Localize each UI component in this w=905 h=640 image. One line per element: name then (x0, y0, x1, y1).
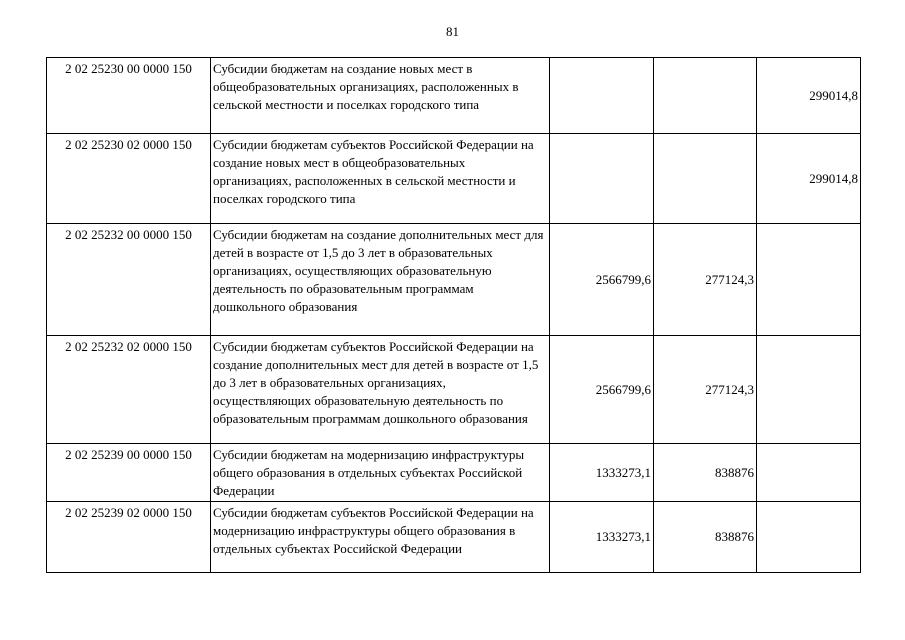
budget-classification-code: 2 02 25239 02 0000 150 (47, 502, 211, 573)
revenue-item-name: Субсидии бюджетам субъектов Российской Федерации на создание новых мест в общеобразовательных организациях, расположенных в сельской местности и поселках городского типа (211, 134, 550, 224)
revenue-item-name: Субсидии бюджетам на создание дополнительных мест для детей в возрасте от 1,5 до 3 лет в образовательных организациях, осуществляющих образовательную деятельность по образовательным программам дошкольного образования (211, 224, 550, 336)
amount-cell-year-2 (654, 58, 757, 134)
amount-cell-year-2: 277124,3 (654, 224, 757, 336)
amount-cell-year-1 (550, 58, 654, 134)
table-row (47, 336, 861, 444)
table-row (47, 134, 861, 224)
amount-cell-year-3 (757, 444, 861, 502)
amount-cell-year-2: 277124,3 (654, 336, 757, 444)
budget-classification-code: 2 02 25230 02 0000 150 (47, 134, 211, 224)
table-row (47, 224, 861, 336)
amount-cell-year-2: 838876 (654, 502, 757, 573)
table-row (47, 502, 861, 573)
budget-classification-code: 2 02 25232 02 0000 150 (47, 336, 211, 444)
revenue-item-name: Субсидии бюджетам субъектов Российской Федерации на модернизацию инфраструктуры общего образования в отдельных субъектах Российской Федерации (211, 502, 550, 573)
table-row (47, 444, 861, 502)
amount-cell-year-1: 2566799,6 (550, 336, 654, 444)
table-row (47, 58, 861, 134)
revenue-item-name: Субсидии бюджетам на создание новых мест в общеобразовательных организациях, расположенных в сельской местности и поселках городского типа (211, 58, 550, 134)
budget-classification-code: 2 02 25239 00 0000 150 (47, 444, 211, 502)
amount-cell-year-3 (757, 502, 861, 573)
budget-classification-code: 2 02 25230 00 0000 150 (47, 58, 211, 134)
revenue-item-name: Субсидии бюджетам субъектов Российской Федерации на создание дополнительных мест для детей в возрасте от 1,5 до 3 лет в образовательных организациях, осуществляющих образовательную деятельность по образовательным программам дошкольного образования (211, 336, 550, 444)
revenue-item-name: Субсидии бюджетам на модернизацию инфраструктуры общего образования в отдельных субъектах Российской Федерации (211, 444, 550, 502)
amount-cell-year-1: 1333273,1 (550, 444, 654, 502)
amount-cell-year-3 (757, 336, 861, 444)
amount-cell-year-1: 1333273,1 (550, 502, 654, 573)
amount-cell-year-2 (654, 134, 757, 224)
budget-revenue-table (46, 57, 861, 573)
amount-cell-year-2: 838876 (654, 444, 757, 502)
amount-cell-year-3: 299014,8 (757, 58, 861, 134)
amount-cell-year-1: 2566799,6 (550, 224, 654, 336)
amount-cell-year-1 (550, 134, 654, 224)
budget-classification-code: 2 02 25232 00 0000 150 (47, 224, 211, 336)
page-number: 81 (446, 24, 459, 39)
amount-cell-year-3: 299014,8 (757, 134, 861, 224)
amount-cell-year-3 (757, 224, 861, 336)
